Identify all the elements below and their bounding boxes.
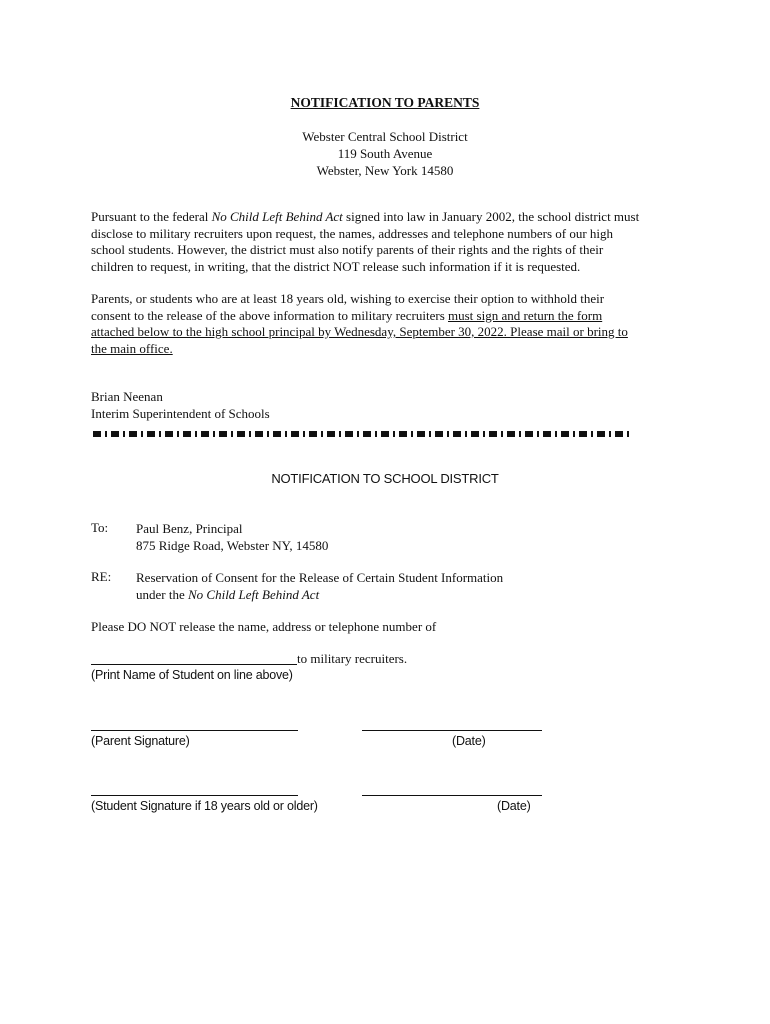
parent-signature-line[interactable] <box>91 730 298 731</box>
act-name: No Child Left Behind Act <box>211 209 343 224</box>
parent-signature-caption: (Parent Signature) <box>91 734 190 748</box>
recruiters-suffix: to military recruiters. <box>297 651 408 666</box>
re-subject <box>136 569 503 603</box>
to-name: Paul Benz, Principal <box>136 521 243 536</box>
student-date-caption: (Date) <box>497 799 531 813</box>
student-signature-line[interactable] <box>91 795 298 796</box>
student-name-caption: (Print Name of Student on line above) <box>91 668 293 682</box>
release-request: Please DO NOT release the name, address or telephone number of <box>91 619 437 634</box>
district-name: Webster Central School District <box>302 129 468 144</box>
to-recipient <box>136 520 328 554</box>
form-title: NOTIFICATION TO SCHOOL DISTRICT <box>271 471 499 486</box>
student-signature-caption: (Student Signature if 18 years old or older) <box>91 799 318 813</box>
district-address <box>0 128 770 179</box>
paragraph-instructions <box>91 291 681 357</box>
p2-line2-underlined: must sign and return the form <box>448 307 603 323</box>
district-street: 119 South Avenue <box>337 146 433 161</box>
p1-prefix: Pursuant to the federal <box>91 209 212 224</box>
cut-line-divider <box>93 431 633 437</box>
p2-line4: the main office. <box>91 340 173 356</box>
p2-line1: Parents, or students who are at least 18 years old, wishing to exercise their option to withhold their <box>91 291 605 306</box>
p2-line3: attached below to the high school principal by Wednesday, September 30, 2022. Please mail or bring to <box>91 324 628 339</box>
p1-line3: school students. However, the district must also notify parents of their rights and the rights of their <box>91 242 604 257</box>
notice-title: NOTIFICATION TO PARENTS <box>290 95 480 110</box>
re-act-name: No Child Left Behind Act <box>187 587 320 602</box>
p1-line2: disclose to military recruiters upon request, the names, addresses and telephone numbers of our high <box>91 225 614 241</box>
student-date-line[interactable] <box>362 795 542 796</box>
re-label: RE: <box>91 569 112 584</box>
re-line2-prefix: under the <box>136 587 188 602</box>
signatory-name: Brian Neenan <box>91 389 163 404</box>
to-address: 875 Ridge Road, Webster NY, 14580 <box>136 538 329 553</box>
paragraph-federal-law <box>91 209 681 275</box>
signatory-title: Interim Superintendent of Schools <box>91 405 270 421</box>
p1-line4: children to request, in writing, that the district NOT release such information if it is requested. <box>91 258 581 274</box>
to-label: To: <box>91 520 109 535</box>
re-line1: Reservation of Consent for the Release of Certain Student Information <box>136 570 504 585</box>
signatory-block <box>91 389 681 422</box>
p2-line2-plain: consent to the release of the above information to military recruiters <box>91 307 449 323</box>
p1-line1-rest: signed into law in January 2002, the school district must <box>342 209 640 224</box>
parent-date-caption: (Date) <box>452 734 486 748</box>
parent-date-line[interactable] <box>362 730 542 731</box>
district-city: Webster, New York 14580 <box>316 163 454 178</box>
student-name-line[interactable] <box>91 651 297 665</box>
